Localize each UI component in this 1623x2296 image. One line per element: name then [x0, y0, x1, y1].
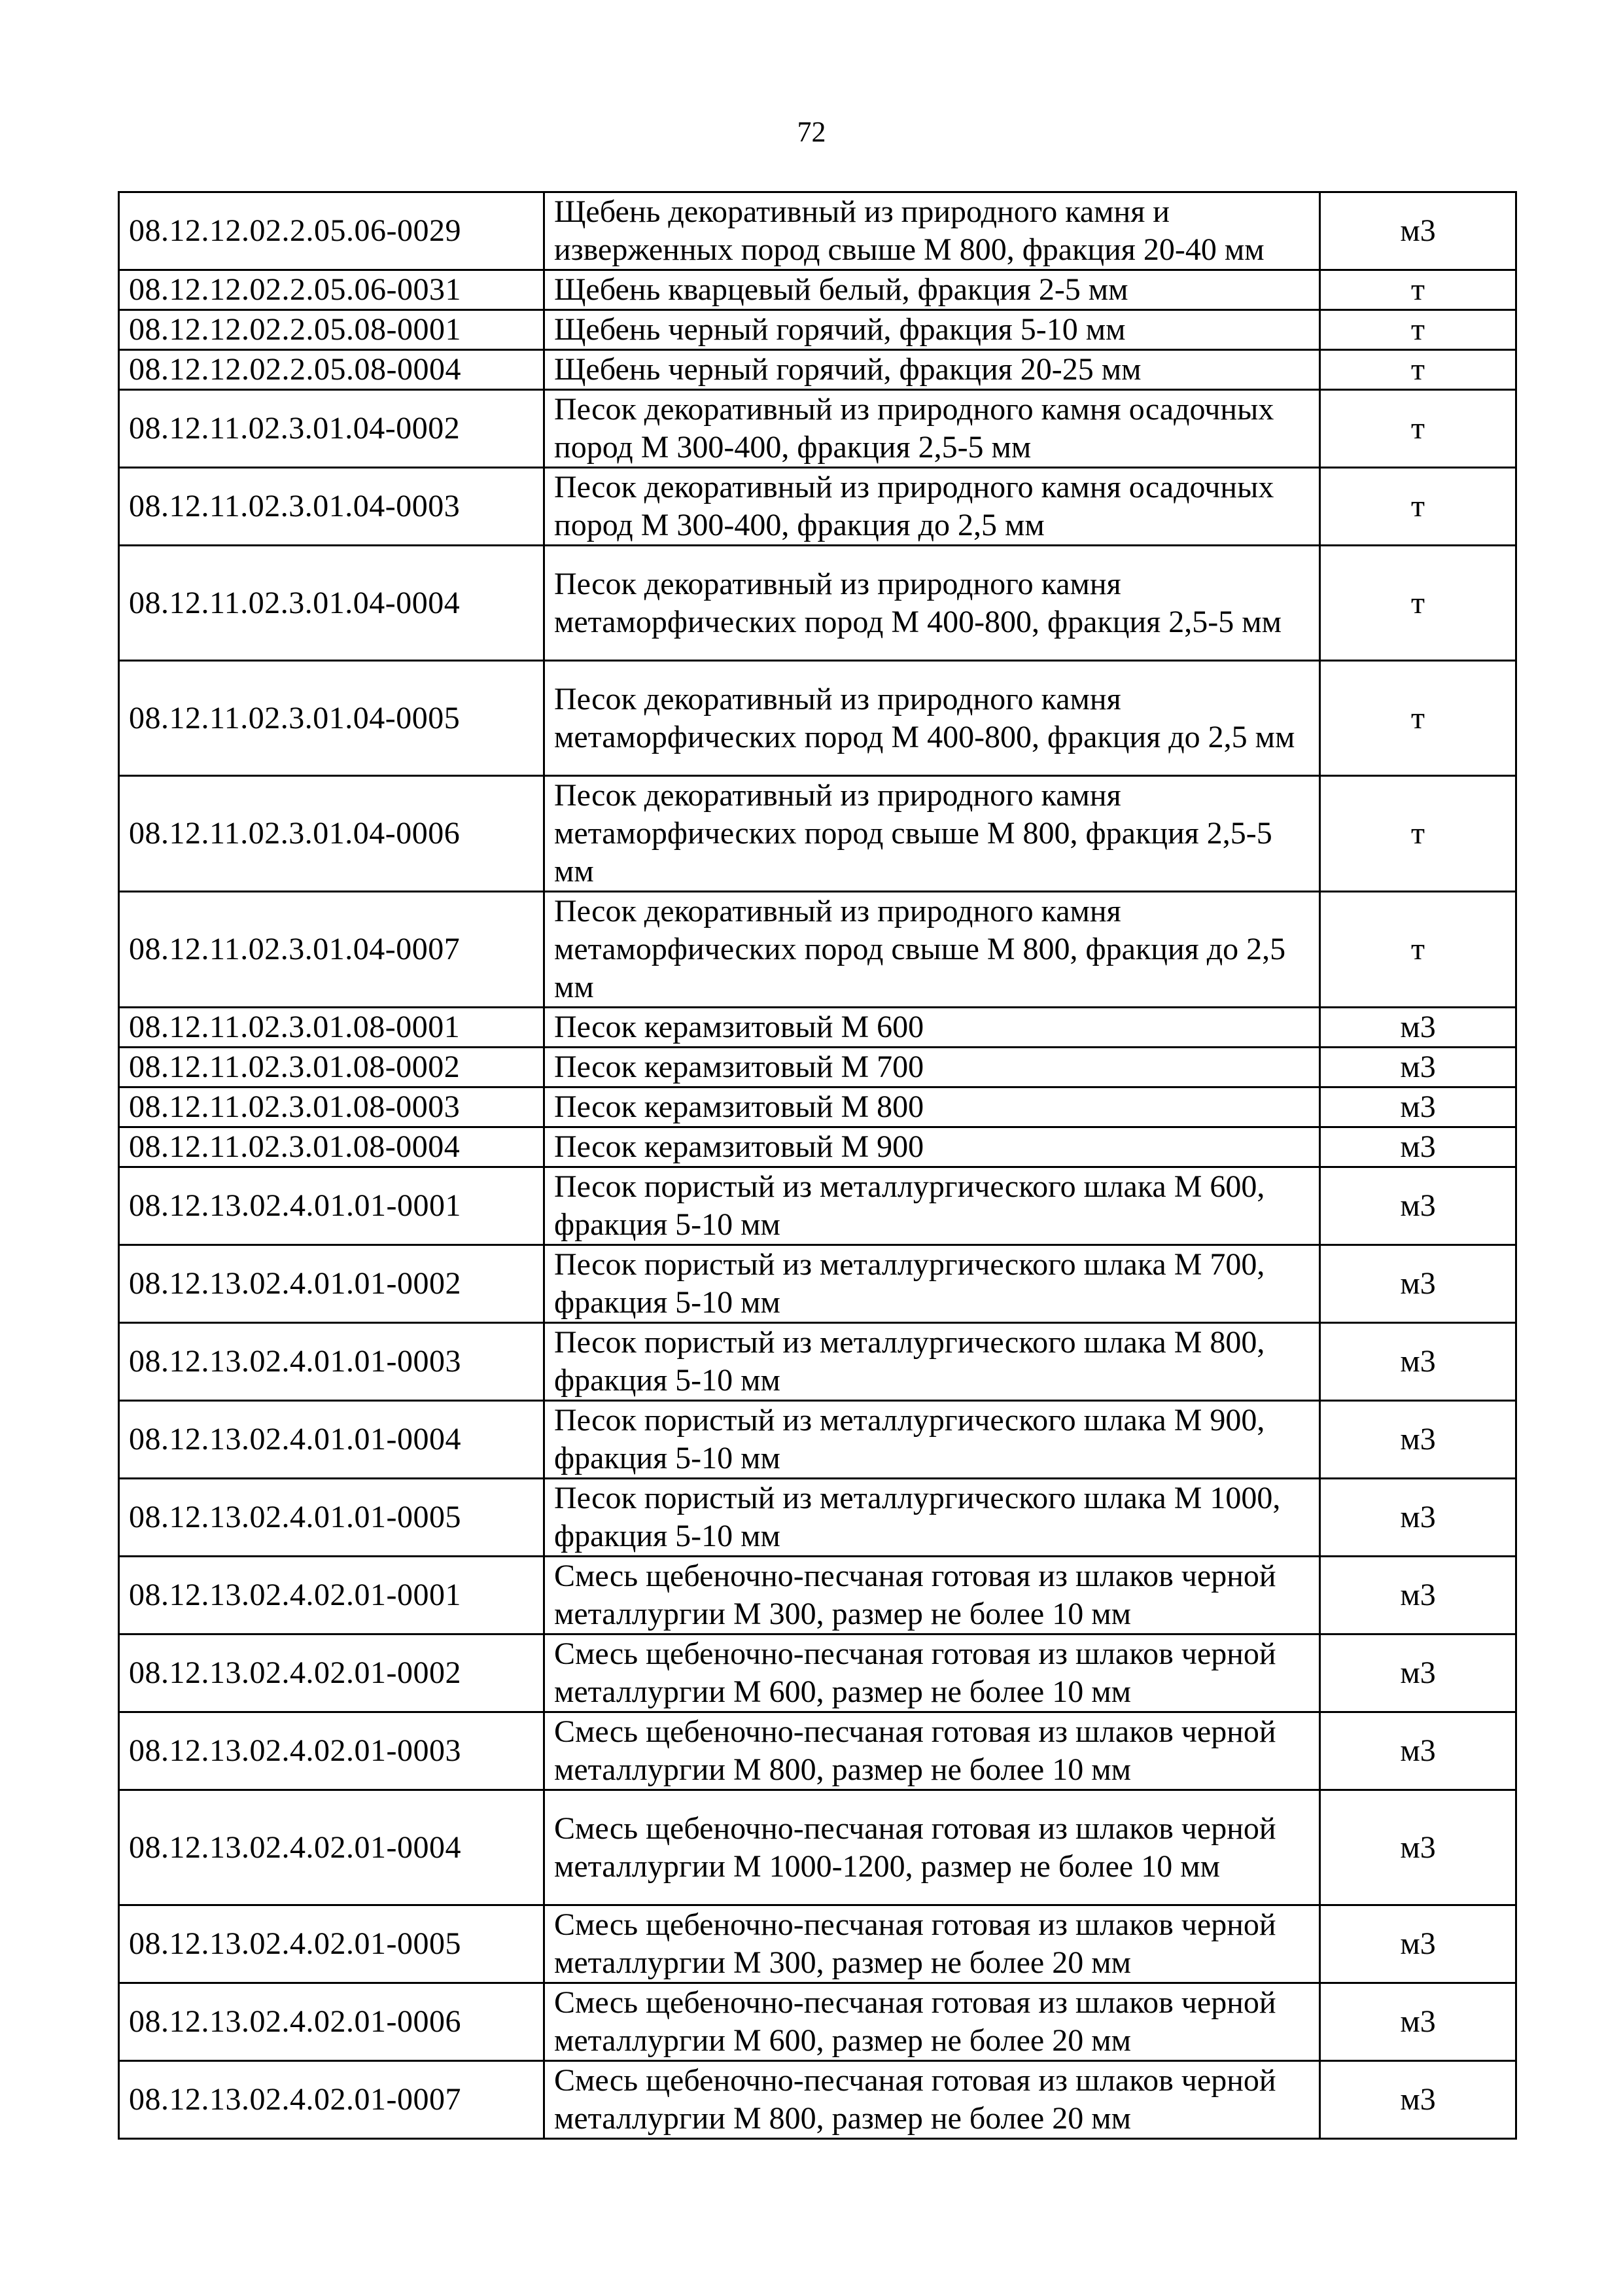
unit-of-measure: м3 [1320, 1127, 1516, 1167]
resource-code: 08.12.12.02.2.05.08-0001 [119, 310, 544, 350]
resource-name: Смесь щебеночно-песчаная готовая из шлаков черной металлургии М 1000-1200, размер не более 10 мм [544, 1790, 1320, 1905]
table-row [119, 1790, 1516, 1905]
resource-code: 08.12.13.02.4.01.01-0004 [119, 1401, 544, 1479]
table-row [119, 310, 1516, 350]
resource-name: Смесь щебеночно-песчаная готовая из шлаков черной металлургии М 300, размер не более 10 мм [544, 1557, 1320, 1634]
table-row [119, 390, 1516, 468]
table-row [119, 192, 1516, 270]
unit-of-measure: м3 [1320, 1008, 1516, 1048]
table-row [119, 546, 1516, 661]
resource-name: Смесь щебеночно-песчаная готовая из шлаков черной металлургии М 800, размер не более 10 мм [544, 1712, 1320, 1790]
table-row [119, 1479, 1516, 1557]
table-row [119, 468, 1516, 546]
page-number: 72 [797, 116, 826, 148]
table-row [119, 350, 1516, 390]
table-row [119, 1167, 1516, 1245]
resource-code: 08.12.13.02.4.02.01-0001 [119, 1557, 544, 1634]
table-row [119, 1245, 1516, 1323]
resource-name: Щебень декоративный из природного камня и изверженных пород свыше М 800, фракция 20-40 мм [544, 192, 1320, 270]
table-row [119, 1983, 1516, 2061]
resource-name: Смесь щебеночно-песчаная готовая из шлаков черной металлургии М 300, размер не более 20 мм [544, 1905, 1320, 1983]
resource-name: Щебень черный горячий, фракция 5-10 мм [544, 310, 1320, 350]
unit-of-measure: м3 [1320, 1905, 1516, 1983]
table-row [119, 1905, 1516, 1983]
unit-of-measure: м3 [1320, 1479, 1516, 1557]
resource-name: Песок пористый из металлургического шлака М 900, фракция 5-10 мм [544, 1401, 1320, 1479]
resource-name: Смесь щебеночно-песчаная готовая из шлаков черной металлургии М 600, размер не более 10 мм [544, 1634, 1320, 1712]
resource-code: 08.12.11.02.3.01.04-0006 [119, 776, 544, 892]
unit-of-measure: м3 [1320, 1712, 1516, 1790]
resource-name: Песок пористый из металлургического шлака М 600, фракция 5-10 мм [544, 1167, 1320, 1245]
table-row [119, 1323, 1516, 1401]
table-row [119, 270, 1516, 310]
resource-code: 08.12.11.02.3.01.04-0002 [119, 390, 544, 468]
unit-of-measure: т [1320, 892, 1516, 1008]
resource-codes-table [118, 191, 1517, 2140]
table-row [119, 1048, 1516, 1087]
resource-code: 08.12.13.02.4.02.01-0004 [119, 1790, 544, 1905]
table-row [119, 1712, 1516, 1790]
resource-code: 08.12.11.02.3.01.08-0001 [119, 1008, 544, 1048]
table-row [119, 661, 1516, 776]
unit-of-measure: т [1320, 390, 1516, 468]
resource-code: 08.12.11.02.3.01.08-0004 [119, 1127, 544, 1167]
unit-of-measure: м3 [1320, 1323, 1516, 1401]
resource-name: Песок пористый из металлургического шлака М 700, фракция 5-10 мм [544, 1245, 1320, 1323]
unit-of-measure: т [1320, 661, 1516, 776]
table-row [119, 892, 1516, 1008]
resource-name: Песок декоративный из природного камня метаморфических пород М 400-800, фракция до 2,5 мм [544, 661, 1320, 776]
resource-code: 08.12.11.02.3.01.04-0004 [119, 546, 544, 661]
table-row [119, 2061, 1516, 2139]
unit-of-measure: м3 [1320, 1245, 1516, 1323]
unit-of-measure: м3 [1320, 1401, 1516, 1479]
table-row [119, 1634, 1516, 1712]
resource-name: Песок декоративный из природного камня осадочных пород М 300-400, фракция до 2,5 мм [544, 468, 1320, 546]
resource-name: Песок керамзитовый М 900 [544, 1127, 1320, 1167]
unit-of-measure: м3 [1320, 1087, 1516, 1127]
resource-name: Песок керамзитовый М 600 [544, 1008, 1320, 1048]
resource-code: 08.12.13.02.4.02.01-0007 [119, 2061, 544, 2139]
resource-name: Песок пористый из металлургического шлака М 1000, фракция 5-10 мм [544, 1479, 1320, 1557]
resource-code: 08.12.11.02.3.01.04-0005 [119, 661, 544, 776]
resource-name: Смесь щебеночно-песчаная готовая из шлаков черной металлургии М 600, размер не более 20 мм [544, 1983, 1320, 2061]
resource-name: Смесь щебеночно-песчаная готовая из шлаков черной металлургии М 800, размер не более 20 мм [544, 2061, 1320, 2139]
resource-name: Песок декоративный из природного камня метаморфических пород свыше М 800, фракция до 2,5 мм [544, 892, 1320, 1008]
resource-code: 08.12.13.02.4.02.01-0006 [119, 1983, 544, 2061]
table-row [119, 776, 1516, 892]
resource-name: Щебень кварцевый белый, фракция 2-5 мм [544, 270, 1320, 310]
resource-code: 08.12.13.02.4.01.01-0003 [119, 1323, 544, 1401]
unit-of-measure: м3 [1320, 1634, 1516, 1712]
resource-code: 08.12.12.02.2.05.06-0031 [119, 270, 544, 310]
resource-name: Песок керамзитовый М 700 [544, 1048, 1320, 1087]
unit-of-measure: т [1320, 350, 1516, 390]
unit-of-measure: м3 [1320, 192, 1516, 270]
unit-of-measure: т [1320, 776, 1516, 892]
unit-of-measure: т [1320, 310, 1516, 350]
resource-code: 08.12.11.02.3.01.08-0002 [119, 1048, 544, 1087]
resource-name: Песок декоративный из природного камня метаморфических пород М 400-800, фракция 2,5-5 мм [544, 546, 1320, 661]
resource-code: 08.12.11.02.3.01.08-0003 [119, 1087, 544, 1127]
resource-code: 08.12.13.02.4.01.01-0001 [119, 1167, 544, 1245]
table-row [119, 1401, 1516, 1479]
unit-of-measure: т [1320, 546, 1516, 661]
resource-code: 08.12.13.02.4.02.01-0005 [119, 1905, 544, 1983]
resource-code: 08.12.12.02.2.05.08-0004 [119, 350, 544, 390]
resource-code: 08.12.12.02.2.05.06-0029 [119, 192, 544, 270]
resource-code: 08.12.13.02.4.01.01-0002 [119, 1245, 544, 1323]
resource-code: 08.12.13.02.4.01.01-0005 [119, 1479, 544, 1557]
resource-code: 08.12.11.02.3.01.04-0003 [119, 468, 544, 546]
resource-name: Песок декоративный из природного камня осадочных пород М 300-400, фракция 2,5-5 мм [544, 390, 1320, 468]
resource-name: Песок керамзитовый М 800 [544, 1087, 1320, 1127]
unit-of-measure: м3 [1320, 1557, 1516, 1634]
unit-of-measure: м3 [1320, 1983, 1516, 2061]
unit-of-measure: т [1320, 270, 1516, 310]
resource-name: Щебень черный горячий, фракция 20-25 мм [544, 350, 1320, 390]
resource-name: Песок пористый из металлургического шлака М 800, фракция 5-10 мм [544, 1323, 1320, 1401]
resource-code: 08.12.13.02.4.02.01-0002 [119, 1634, 544, 1712]
resource-code: 08.12.11.02.3.01.04-0007 [119, 892, 544, 1008]
table-row [119, 1127, 1516, 1167]
resource-code: 08.12.13.02.4.02.01-0003 [119, 1712, 544, 1790]
unit-of-measure: т [1320, 468, 1516, 546]
table-row [119, 1087, 1516, 1127]
resource-name: Песок декоративный из природного камня метаморфических пород свыше М 800, фракция 2,5-5 мм [544, 776, 1320, 892]
table-row [119, 1008, 1516, 1048]
table-row [119, 1557, 1516, 1634]
unit-of-measure: м3 [1320, 1167, 1516, 1245]
unit-of-measure: м3 [1320, 1048, 1516, 1087]
unit-of-measure: м3 [1320, 2061, 1516, 2139]
unit-of-measure: м3 [1320, 1790, 1516, 1905]
